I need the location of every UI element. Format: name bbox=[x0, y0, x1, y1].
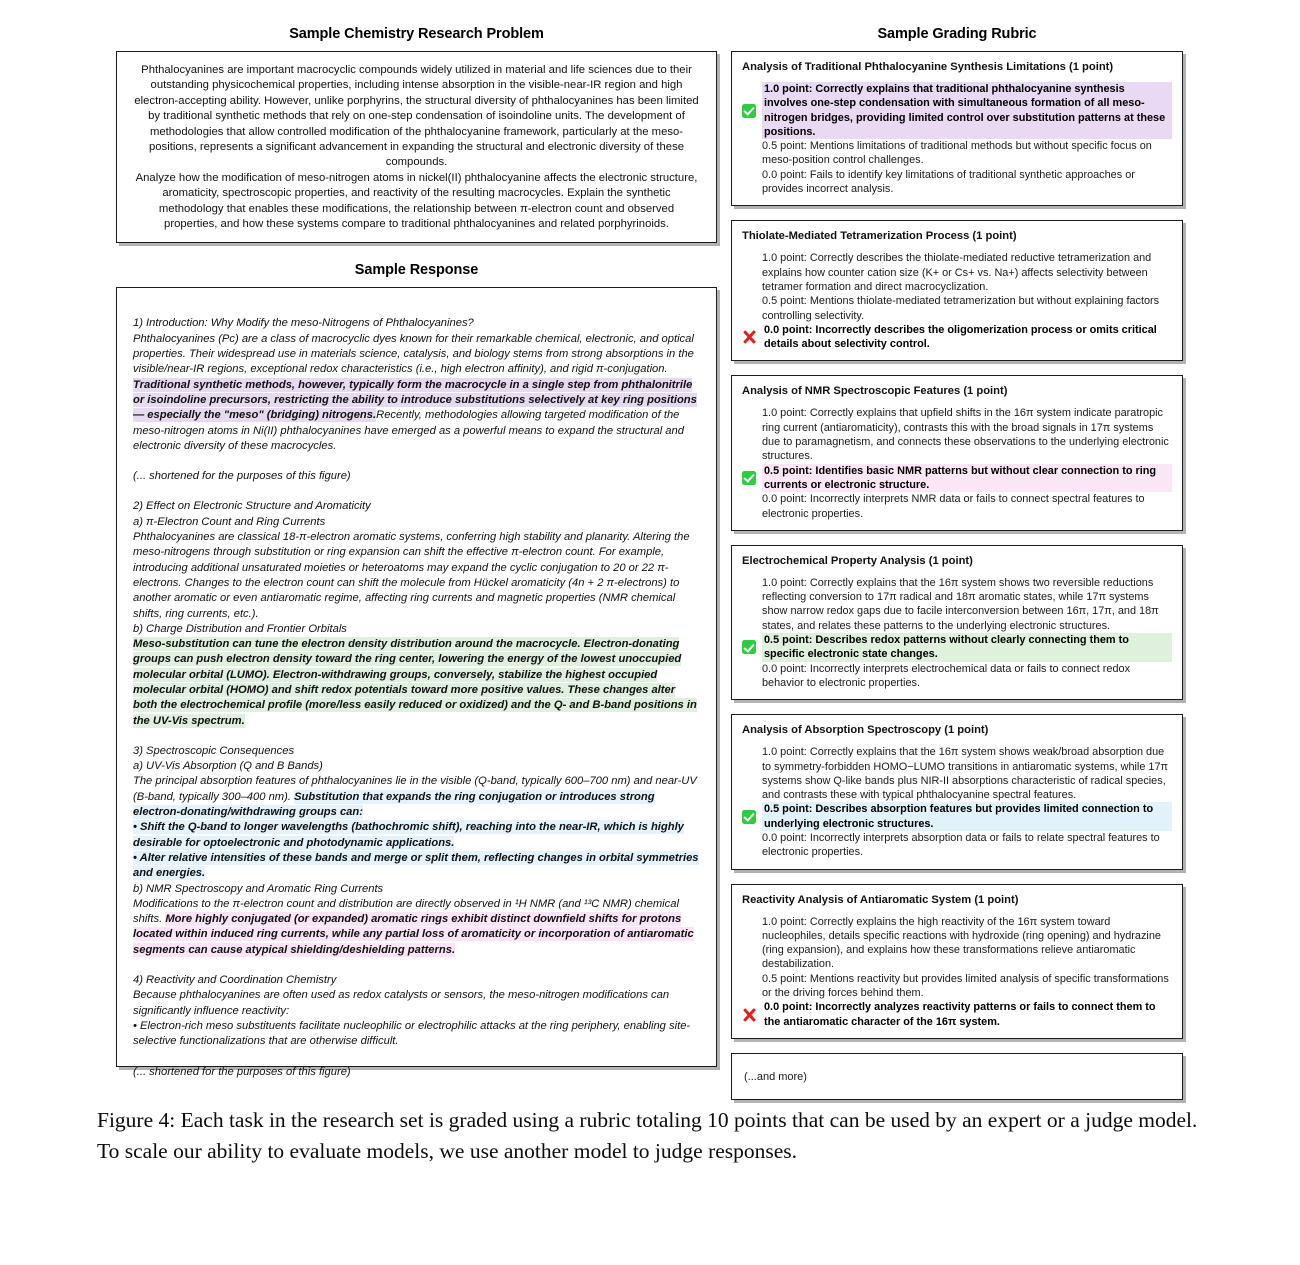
rubric-criterion-row bbox=[742, 168, 1172, 197]
rubric-criterion-row bbox=[742, 492, 1172, 521]
s1-paragraph-1: Phthalocyanines (Pc) are a class of macrocyclic dyes known for their remarkable chemical, electronic, and optical properties. Their widespread use in materials science, catalysis, and biology stems from strong absorptions in the visible/near-IR regions, exceptional redox characteristics (i.e., high electron affinity), and rigid π-conjugation. bbox=[133, 332, 694, 376]
rubric-section-title: Sample Grading Rubric bbox=[877, 26, 1037, 42]
cross-icon bbox=[742, 1007, 757, 1022]
rubric-criterion-row bbox=[742, 972, 1172, 1001]
left-column bbox=[116, 26, 717, 1078]
criterion-mark bbox=[742, 471, 762, 485]
shortened-note-1: (... shortened for the purposes of this figure) bbox=[133, 470, 351, 483]
rubric-card-title: Electrochemical Property Analysis (1 point) bbox=[742, 554, 973, 567]
criterion-text: 0.0 point: Incorrectly analyzes reactivity patterns or fails to connect them to the antiaromatic character of the 16π system. bbox=[764, 1001, 1156, 1028]
s2a-heading: a) π-Electron Count and Ring Currents bbox=[133, 515, 326, 528]
s2b-highlight: Meso-substitution can tune the electron density distribution around the macrocycle. Electron-donating groups can push electron density toward the ring center, lowering the energy of the lowest unoccupied molecular orbital (LUMO). Electron-withdrawing groups, conversely, stabilize the highest occupied molecular orbital (HOMO) and shift redox potentials toward more positive values. These changes alter both the electrochemical profile (more/less easily reduced or oxidized) and the Q- and B-band positions in the UV-Vis spectrum. bbox=[133, 638, 697, 727]
response-section-4 bbox=[133, 973, 700, 1049]
check-icon bbox=[742, 104, 756, 118]
rubric-card bbox=[731, 51, 1183, 206]
rubric-card bbox=[731, 714, 1183, 869]
rubric-criterion-row bbox=[742, 82, 1172, 139]
s4-heading: 4) Reactivity and Coordination Chemistry bbox=[133, 974, 337, 987]
s3a-highlight: Substitution that expands the ring conjugation or introduces strong electron-donating/withdrawing groups can: • Shift the Q-band to longer wavelengths (bathochromic shift), reaching into the near-IR, which is highly desirable for optoelectronic and photodynamic applications. • Alter relative intensities of these bands and merge or split them, reflecting changes in orbital symmetries and energies. bbox=[133, 790, 699, 880]
rubric-criterion-row bbox=[742, 139, 1172, 168]
s2b-heading: b) Charge Distribution and Frontier Orbitals bbox=[133, 622, 347, 635]
problem-text: Phthalocyanines are important macrocyclic compounds widely utilized in material and life sciences due to their outstanding physicochemical properties, including intense absorption in the visible-near-IR region and high electron-accepting ability. However, unlike porphyrins, the structural diversity of phthalocyanines has been limited by traditional synthetic methods that rely on one-step condensation of isoindoline units. The development of methodologies that allow controlled modification of the phthalocyanine framework, particularly at the meso-positions, represents a significant advancement in expanding the structural and electronic diversity of these compounds. Analyze how the modification of meso-nitrogen atoms in nickel(II) phthalocyanine affects the electronic structure, aromaticity, spectroscopic properties, and reactivity of the resulting macrocycles. Explain the synthetic methodology that enables these modifications, the relationship between π-electron count and observed properties, and how these systems compare to traditional phthalocyanines and related porphyrinoids. bbox=[134, 64, 699, 231]
s3b-heading: b) NMR Spectroscopy and Aromatic Ring Currents bbox=[133, 882, 384, 895]
rubric-criterion-row bbox=[742, 323, 1172, 352]
criterion-text: 0.0 point: Incorrectly interprets NMR data or fails to connect spectral features to electronic properties. bbox=[762, 493, 1145, 520]
response-section-2 bbox=[133, 499, 700, 728]
criterion-text: 0.5 point: Describes redox patterns without clearly connecting them to specific electronic state changes. bbox=[762, 633, 1172, 662]
rubric-list bbox=[731, 51, 1183, 1039]
problem-section-title: Sample Chemistry Research Problem bbox=[289, 26, 544, 42]
s4-paragraph-2: • Electron-rich meso substituents facilitate nucleophilic or electrophilic attacks at the ring periphery, enabling site-selective functionalizations that are otherwise difficult. bbox=[133, 1019, 691, 1048]
criterion-mark bbox=[742, 1007, 762, 1022]
s4-paragraph-1: Because phthalocyanines are often used as redox catalysts or sensors, the meso-nitrogen modifications can significantly influence reactivity: bbox=[133, 989, 670, 1017]
s3b-paragraph: Modifications to the π-electron count and distribution are directly observed in ¹H NMR (and ¹³C NMR) chemical shifts. bbox=[133, 897, 679, 926]
criterion-text: 1.0 point: Correctly explains that the 16π system shows weak/broad absorption due to symmetry-forbidden HOMO−LUMO transitions in antiaromatic systems, while 17π systems show Q-like bands plus NIR-II absorptions characteristic of radical species, and contrasts these with typical phthalocyanine spectral features. bbox=[762, 746, 1169, 802]
criterion-text: 0.5 point: Mentions reactivity but provides limited analysis of specific transformations or the driving forces behind them. bbox=[762, 972, 1169, 1000]
criterion-text: 0.5 point: Mentions limitations of traditional methods but without specific focus on meso-position control challenges. bbox=[762, 140, 1152, 167]
rubric-card bbox=[731, 545, 1183, 700]
response-section-3 bbox=[133, 744, 700, 958]
s1-heading: 1) Introduction: Why Modify the meso-Nitrogens of Phthalocyanines? bbox=[133, 317, 474, 330]
and-more-label: (...and more) bbox=[744, 1070, 807, 1083]
s1-paragraph-2: Recently, methodologies allowing targeted modification of the meso-nitrogen atoms in Ni(II) phthalocyanines have emerged as a powerful means to expand the structural and electronic diversity of these macrocycles. bbox=[133, 409, 684, 452]
s3a-heading: a) UV-Vis Absorption (Q and B Bands) bbox=[133, 760, 323, 773]
rubric-criterion-row bbox=[742, 802, 1172, 831]
criterion-text: 1.0 point: Correctly explains that traditional phthalocyanine synthesis involves one-step condensation with simultaneous formation of all meso-nitrogen bridges, providing limited control over substitution patterns at these positions. bbox=[762, 82, 1172, 139]
criterion-text: 0.0 point: Incorrectly interprets electrochemical data or fails to connect redox behavior to electronic properties. bbox=[762, 662, 1131, 689]
rubric-criterion-row bbox=[742, 831, 1172, 860]
rubric-criterion-row bbox=[742, 251, 1172, 294]
criterion-mark bbox=[742, 104, 762, 118]
criterion-text: 1.0 point: Correctly explains that the 16π system shows two reversible reductions reflecting conversion to 17π radical and 18π aromatic states, while 17π systems show narrow redox gaps due to facile interconversion between 16π, 17π, and 18π states, and relates these patterns to the underlying electronic structures. bbox=[762, 576, 1159, 632]
criterion-text: 0.0 point: Fails to identify key limitations of traditional synthetic approaches or provides incorrect analysis. bbox=[762, 168, 1135, 196]
s2-heading: 2) Effect on Electronic Structure and Aromaticity bbox=[133, 500, 371, 513]
check-icon bbox=[742, 640, 756, 654]
criterion-text: 1.0 point: Correctly explains the high reactivity of the 16π system toward nucleophiles, details specific reactions with hydroxide (ring opening) and hydrazine (ring expansion), and explains how these transformations relieve antiaromatic destabilization. bbox=[762, 915, 1161, 971]
spacer bbox=[133, 729, 700, 744]
figure-caption: Figure 4: Each task in the research set is graded using a rubric totaling 10 points that can be used by an expert or a judge model. To scale our ability to evaluate models, we use another model to judge responses. bbox=[97, 1108, 1198, 1163]
criterion-mark bbox=[742, 810, 762, 824]
spacer bbox=[133, 1050, 700, 1065]
rubric-card bbox=[731, 884, 1183, 1039]
criterion-text: 0.5 point: Describes absorption features but provides limited connection to underlying electronic structures. bbox=[762, 802, 1172, 831]
criterion-text: 0.5 point: Identifies basic NMR patterns but without clear connection to ring currents or electronic structure. bbox=[762, 464, 1172, 493]
rubric-criterion-row bbox=[742, 576, 1172, 633]
criterion-mark bbox=[742, 330, 762, 345]
rubric-card-title: Reactivity Analysis of Antiaromatic System (1 point) bbox=[742, 893, 1019, 906]
rubric-card bbox=[731, 375, 1183, 530]
s3b-highlight: More highly conjugated (or expanded) aromatic rings exhibit distinct downfield shifts for protons located within induced ring currents, while any partial loss of aromaticity or incorporation of antiaromatic segments can cause atypical shielding/deshielding patterns. bbox=[133, 913, 694, 956]
response-body bbox=[133, 316, 700, 1079]
s3-heading: 3) Spectroscopic Consequences bbox=[133, 744, 295, 757]
criterion-text: 0.0 point: Incorrectly describes the oligomerization process or omits critical details about selectivity control. bbox=[764, 323, 1157, 351]
s1-highlight: Traditional synthetic methods, however, typically form the macrocycle in a single step from phthalonitrile or isoindoline precursors, restricting the ability to introduce substitutions selectively at key ring positions — especially the "meso" (bridging) nitrogens. bbox=[133, 378, 697, 422]
s2a-paragraph: Phthalocyanines are classical 18-π-electron aromatic systems, conferring high stability and planarity. Altering the meso-nitrogens through substitution or ring expansion can shift the effective π-electron count. For example, introducing additional unsaturated moieties or heteroatoms may expand the cyclic conjugation to 20 or 22 π-electrons. Changes to the electron count can shift the molecule from Hückel aromaticity (4n + 2 π-electrons) to another aromatic or even antiaromatic regime, affecting ring currents and magnetic properties (NMR chemical shifts, ring currents, etc.). bbox=[133, 531, 690, 620]
rubric-criterion-row bbox=[742, 633, 1172, 662]
criterion-text: 1.0 point: Correctly describes the thiolate-mediated reductive tetramerization and explains how counter cation size (K+ or Cs+ vs. Na+) affects selectivity between tetramer formation and direct macrocyclization. bbox=[762, 252, 1152, 293]
rubric-card bbox=[731, 220, 1183, 361]
check-icon bbox=[742, 471, 756, 485]
criterion-mark bbox=[742, 640, 762, 654]
rubric-card-title: Thiolate-Mediated Tetramerization Process (1 point) bbox=[742, 230, 1017, 243]
response-section-1 bbox=[133, 316, 700, 454]
criterion-text: 0.5 point: Mentions thiolate-mediated tetramerization but without explaining factors controlling selectivity. bbox=[762, 295, 1160, 322]
criterion-text: 0.0 point: Incorrectly interprets absorption data or fails to relate spectral features to electronic properties. bbox=[762, 831, 1160, 859]
right-column bbox=[731, 26, 1183, 1100]
rubric-criterion-row bbox=[742, 915, 1172, 972]
and-more-box bbox=[731, 1053, 1183, 1100]
response-section-title: Sample Response bbox=[354, 262, 479, 279]
criterion-text: 1.0 point: Correctly explains that upfield shifts in the 16π system indicate paratropic ring current (antiaromaticity), contrasts this with the broad signals in 17π systems due to paramagnetism, and connects these observations to the underlying electronic structures. bbox=[762, 407, 1169, 463]
cross-icon bbox=[742, 330, 757, 345]
rubric-card-title: Analysis of Absorption Spectroscopy (1 point) bbox=[742, 724, 989, 737]
s3a-paragraph: The principal absorption features of phthalocyanines lie in the visible (Q-band, typically 600–700 nm) and near-UV (B-band, typically 300–400 nm). bbox=[133, 775, 697, 803]
problem-box bbox=[116, 51, 717, 243]
rubric-card-title: Analysis of Traditional Phthalocyanine Synthesis Limitations (1 point) bbox=[742, 61, 1114, 73]
response-box bbox=[116, 287, 717, 1078]
shortened-note-2: (... shortened for the purposes of this figure) bbox=[133, 1065, 351, 1078]
spacer bbox=[133, 454, 700, 469]
check-icon bbox=[742, 810, 756, 824]
rubric-criterion-row bbox=[742, 294, 1172, 323]
rubric-criterion-row bbox=[742, 464, 1172, 493]
rubric-card-title: Analysis of NMR Spectroscopic Features (1 point) bbox=[742, 385, 1008, 398]
spacer bbox=[133, 958, 700, 973]
rubric-criterion-row bbox=[742, 745, 1172, 802]
spacer bbox=[133, 484, 700, 499]
rubric-criterion-row bbox=[742, 1000, 1172, 1029]
rubric-criterion-row bbox=[742, 662, 1172, 691]
rubric-criterion-row bbox=[742, 406, 1172, 463]
